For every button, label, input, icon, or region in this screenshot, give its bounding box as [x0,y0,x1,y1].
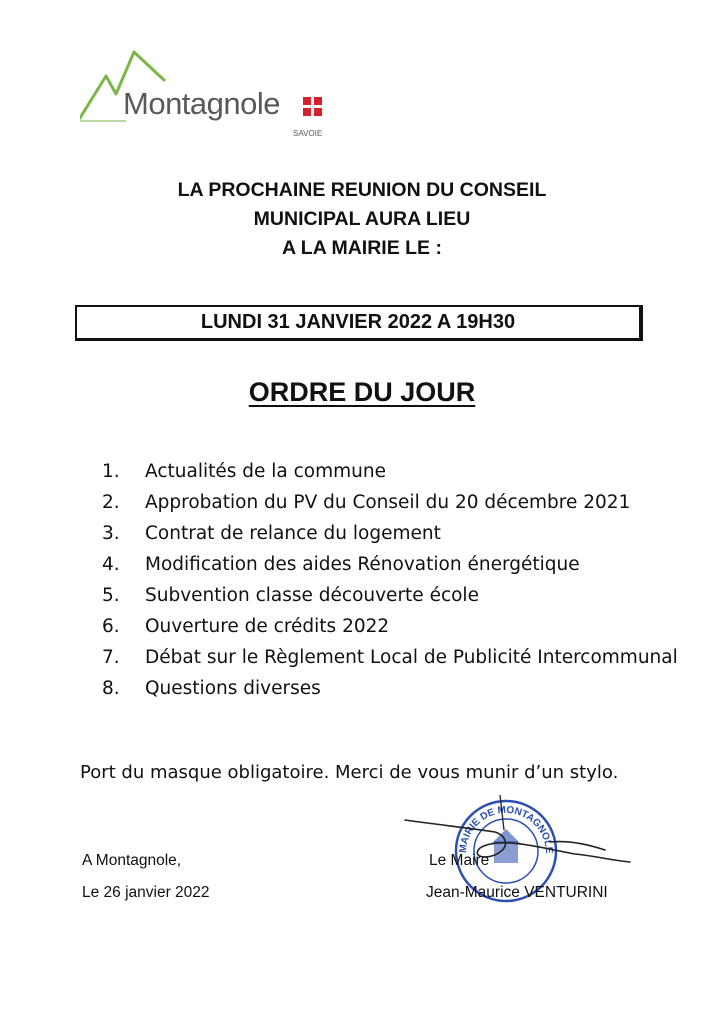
logo-name: Montagnole [123,86,281,121]
list-item [102,487,702,518]
agenda-title-text: ORDRE DU JOUR [248,377,476,407]
meeting-heading [80,176,644,263]
notice-text: Port du masque obligatoire. Merci de vous munir d’un stylo. [80,762,619,783]
signer-title: Le Maire [429,852,490,869]
logo-subtitle: SAVOIE [293,129,323,138]
meeting-date-box [75,305,643,341]
list-item [102,580,702,611]
signing-date: Le 26 janvier 2022 [82,884,210,901]
item-text: Ouverture de crédits 2022 [145,616,390,637]
item-text: Modification des aides Rénovation énergétique [145,554,580,575]
heading-line: LA PROCHAINE REUNION DU CONSEIL [177,179,547,201]
item-number: 1. [102,461,120,482]
stamp-text: MAIRIE DE MONTAGNOLE [457,804,555,854]
savoie-cross-icon [303,97,322,116]
list-item [102,518,702,549]
item-text: Contrat de relance du logement [145,523,441,544]
agenda-list [102,456,702,704]
heading-line: MUNICIPAL AURA LIEU [253,208,471,230]
list-item [102,642,702,673]
item-number: 3. [102,523,120,544]
list-item [102,611,702,642]
item-number: 5. [102,585,120,606]
item-text: Débat sur le Règlement Local de Publicité Intercommunal [145,647,678,668]
item-number: 6. [102,616,120,637]
item-text: Approbation du PV du Conseil du 20 décembre 2021 [145,492,631,513]
signing-place: A Montagnole, [82,852,182,869]
list-item [102,549,702,580]
agenda-title [80,377,644,408]
montagnole-logo [80,50,340,145]
list-item [102,456,702,487]
heading-line: A LA MAIRIE LE : [282,237,442,259]
item-text: Subvention classe découverte école [145,585,479,606]
item-text: Actualités de la commune [145,461,386,482]
signer-name: Jean-Maurice VENTURINI [426,884,608,901]
meeting-date: LUNDI 31 JANVIER 2022 A 19H30 [200,311,516,333]
item-number: 8. [102,678,120,699]
item-number: 2. [102,492,120,513]
item-number: 4. [102,554,120,575]
item-text: Questions diverses [145,678,321,699]
item-number: 7. [102,647,120,668]
list-item [102,673,702,704]
